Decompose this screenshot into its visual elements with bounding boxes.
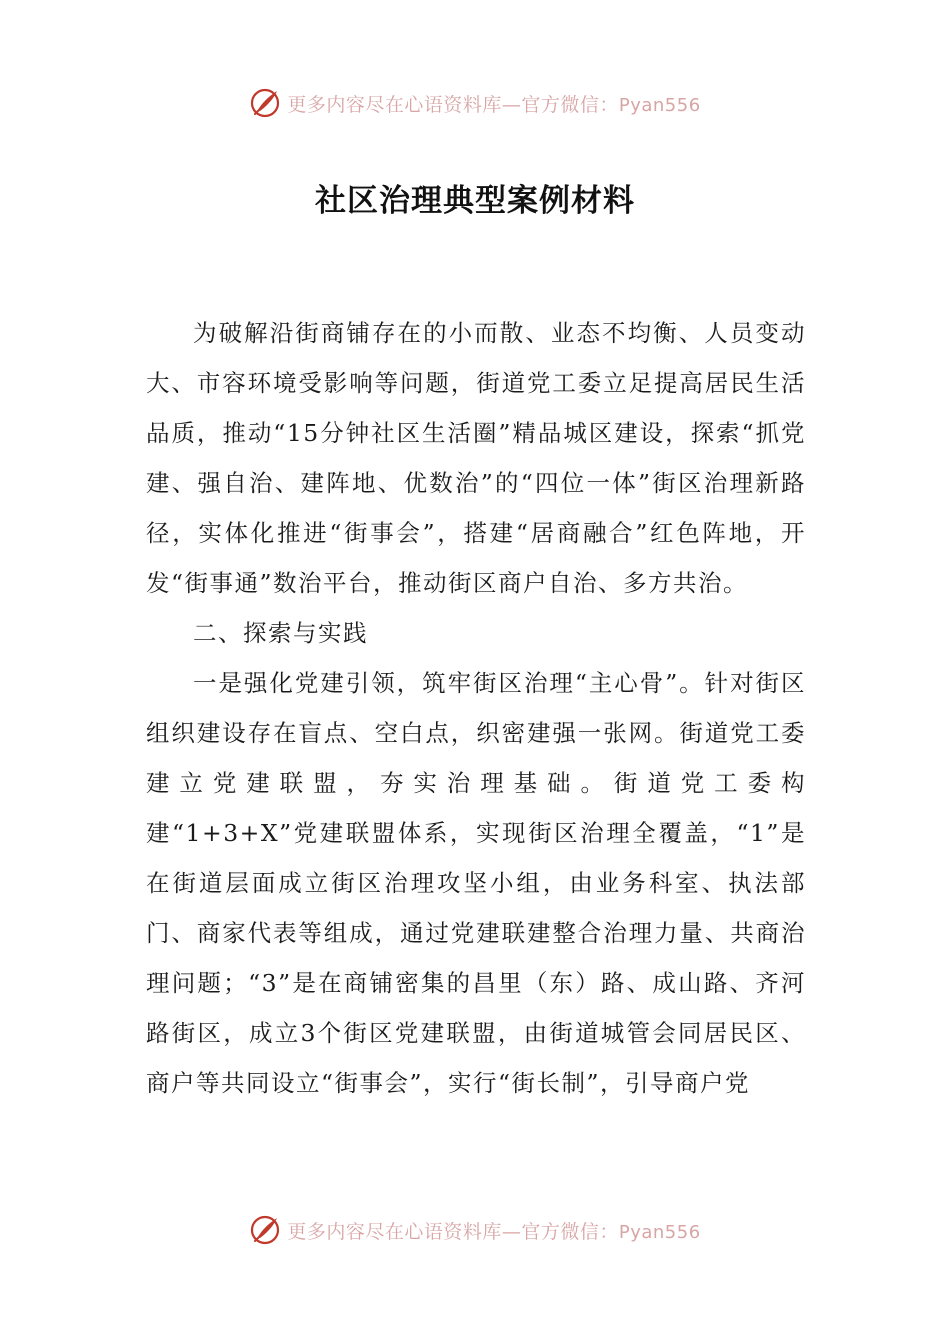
quill-logo-icon bbox=[249, 86, 283, 120]
watermark-banner-bottom bbox=[0, 1210, 950, 1250]
watermark-text: 更多内容尽在心语资料库—官方微信：Pyan556 bbox=[287, 1220, 701, 1243]
watermark-text: 更多内容尽在心语资料库—官方微信：Pyan556 bbox=[287, 93, 701, 116]
document-title: 社区治理典型案例材料 bbox=[315, 183, 635, 219]
watermark-banner-top bbox=[0, 83, 950, 123]
document-body bbox=[146, 308, 806, 1108]
quill-logo-icon bbox=[249, 1213, 283, 1247]
paragraph-practice: 一是强化党建引领，筑牢街区治理“主心骨”。针对街区组织建设存在盲点、空白点，织密建强一张网。街道党工委建立党建联盟，夯实治理基础。街道党工委构建“1+3+X”党建联盟体系，实现街区治理全覆盖，“1”是在街道层面成立街区治理攻坚小组，由业务科室、执法部门、商家代表等组成，通过党建联建整合治理力量、共商治理问题；“3”是在商铺密集的昌里（东）路、成山路、齐河路街区，成立3个街区党建联盟，由街道城管会同居民区、商户等共同设立“街事会”，实行“街长制”，引导商户党 bbox=[146, 669, 806, 1097]
paragraph-intro: 为破解沿街商铺存在的小而散、业态不均衡、人员变动大、市容环境受影响等问题，街道党工委立足提高居民生活品质，推动“15分钟社区生活圈”精品城区建设，探索“抓党建、强自治、建阵地、优数治”的“四位一体”街区治理新路径，实体化推进“街事会”，搭建“居商融合”红色阵地，开发“街事通”数治平台，推动街区商户自治、多方共治。 bbox=[146, 319, 806, 597]
section-heading: 二、探索与实践 bbox=[193, 619, 368, 647]
